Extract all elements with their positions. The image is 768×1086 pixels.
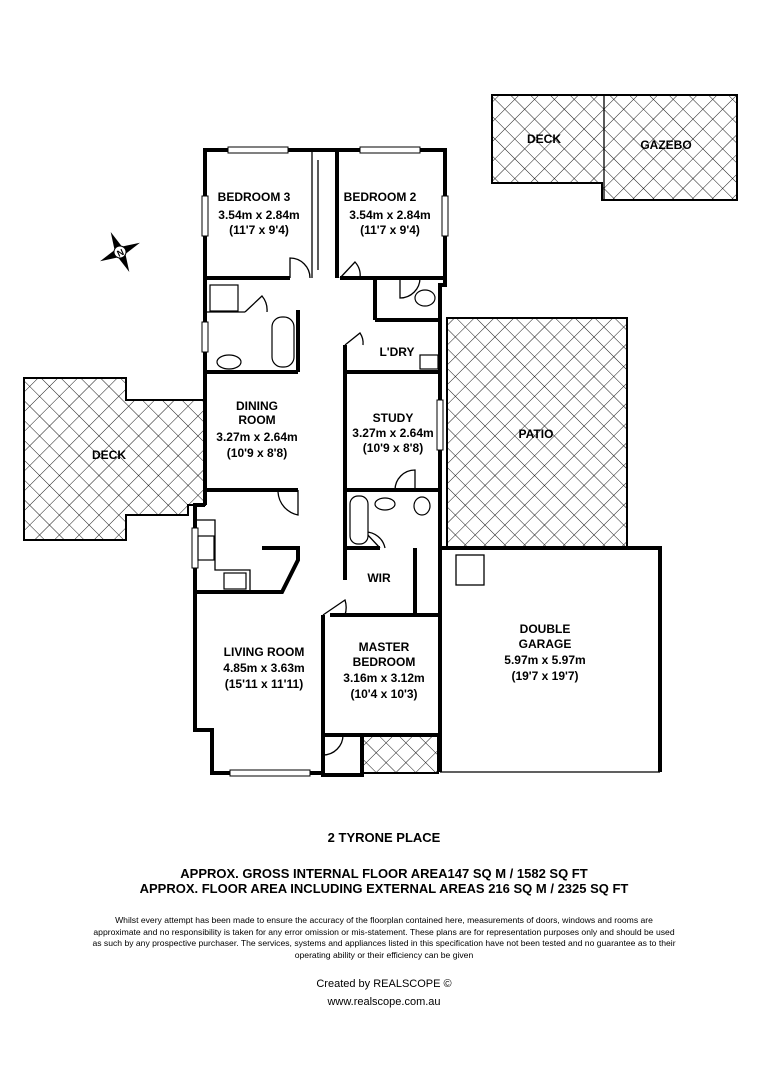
label-living-metric: 4.85m x 3.63m	[223, 661, 305, 675]
label-garage-metric: 5.97m x 5.97m	[504, 653, 586, 667]
kitchen-sink	[198, 536, 214, 560]
label-dining-2: ROOM	[238, 413, 276, 427]
door-bed3	[290, 258, 310, 278]
label-deck-top: DECK	[526, 132, 562, 146]
label-bedroom2-metric: 3.54m x 2.84m	[349, 208, 431, 222]
door-kitchen	[278, 490, 298, 515]
label-bedroom2-imperial: (11'7 x 9'4)	[360, 223, 420, 237]
label-dining-imperial: (10'9 x 8'8)	[226, 446, 288, 460]
label-laundry: L'DRY	[379, 345, 415, 359]
window-living	[230, 770, 310, 776]
window-bed3	[228, 147, 288, 153]
label-bedroom3: BEDROOM 3	[217, 190, 291, 204]
label-dining-metric: 3.27m x 2.64m	[216, 430, 298, 444]
deck-top-area	[492, 95, 737, 200]
label-master-imperial: (10'4 x 10'3)	[350, 687, 418, 701]
label-master-2: BEDROOM	[352, 655, 416, 669]
label-bedroom3-imperial: (11'7 x 9'4)	[229, 223, 289, 237]
kitchen-island	[262, 548, 298, 592]
label-study: STUDY	[372, 411, 414, 425]
door-master	[323, 600, 346, 615]
label-study-metric: 3.27m x 2.64m	[352, 426, 434, 440]
disclaimer-text: Whilst every attempt has been made to ensure the accuracy of the floorplan contained here, measurements of doors, windows and rooms are approximate and no responsibility is taken for any error omission or mis-statement. These plans are for representation purposes only and should be used as such by any prospective purchaser. The services, systems and appliances listed in this specification have not been tested and no guarantee as to their operating ability or their efficiency can be given	[92, 915, 676, 960]
label-patio: PATIO	[518, 427, 554, 441]
door-study	[395, 470, 415, 490]
window-bed2	[360, 147, 420, 153]
door-ldry	[345, 333, 363, 345]
compass-rose	[91, 223, 149, 281]
label-wir: WIR	[367, 571, 391, 585]
toilet-main	[415, 290, 435, 306]
creator-credit: Created by REALSCOPE ©	[316, 978, 452, 990]
garage-step	[456, 555, 484, 585]
laundry-tub	[420, 355, 438, 369]
door-bath	[245, 296, 267, 312]
label-gazebo: GAZEBO	[640, 138, 692, 152]
bathtub-main	[272, 317, 294, 367]
label-dining-1: DINING	[236, 399, 278, 413]
label-master-metric: 3.16m x 3.12m	[343, 671, 425, 685]
window-bath	[202, 322, 208, 352]
bathtub-ensuite	[350, 496, 368, 544]
label-living-imperial: (15'11 x 11'11)	[224, 677, 304, 691]
website-link[interactable]: www.realscope.com.au	[327, 996, 441, 1008]
window-kitchen	[192, 528, 198, 568]
cooktop	[224, 573, 246, 589]
window-study	[437, 400, 443, 450]
label-bedroom2: BEDROOM 2	[343, 190, 417, 204]
basin-main	[217, 355, 241, 369]
label-living: LIVING ROOM	[223, 645, 305, 659]
window-bed3-side	[202, 196, 208, 236]
property-address: 2 TYRONE PLACE	[327, 830, 441, 845]
basin-ensuite	[375, 498, 395, 510]
shower-bath	[210, 285, 238, 311]
label-garage-imperial: (19'7 x 19'7)	[511, 669, 579, 683]
porch-area	[362, 735, 438, 773]
label-study-imperial: (10'9 x 8'8)	[362, 441, 424, 455]
label-bedroom3-metric: 3.54m x 2.84m	[218, 208, 300, 222]
door-bed2	[340, 262, 360, 278]
internal-floor-area: APPROX. GROSS INTERNAL FLOOR AREA147 SQ M / 1582 SQ FT	[180, 866, 588, 881]
label-deck-left: DECK	[91, 448, 127, 462]
compass-label: N	[115, 247, 126, 259]
label-garage-2: GARAGE	[518, 637, 572, 651]
label-garage-1: DOUBLE	[519, 622, 571, 636]
label-master-1: MASTER	[358, 640, 410, 654]
toilet-ensuite	[414, 497, 430, 515]
door-front	[323, 735, 343, 755]
external-floor-area: APPROX. FLOOR AREA INCLUDING EXTERNAL AREAS 216 SQ M / 2325 SQ FT	[139, 881, 629, 896]
window-bed2-side	[442, 196, 448, 236]
